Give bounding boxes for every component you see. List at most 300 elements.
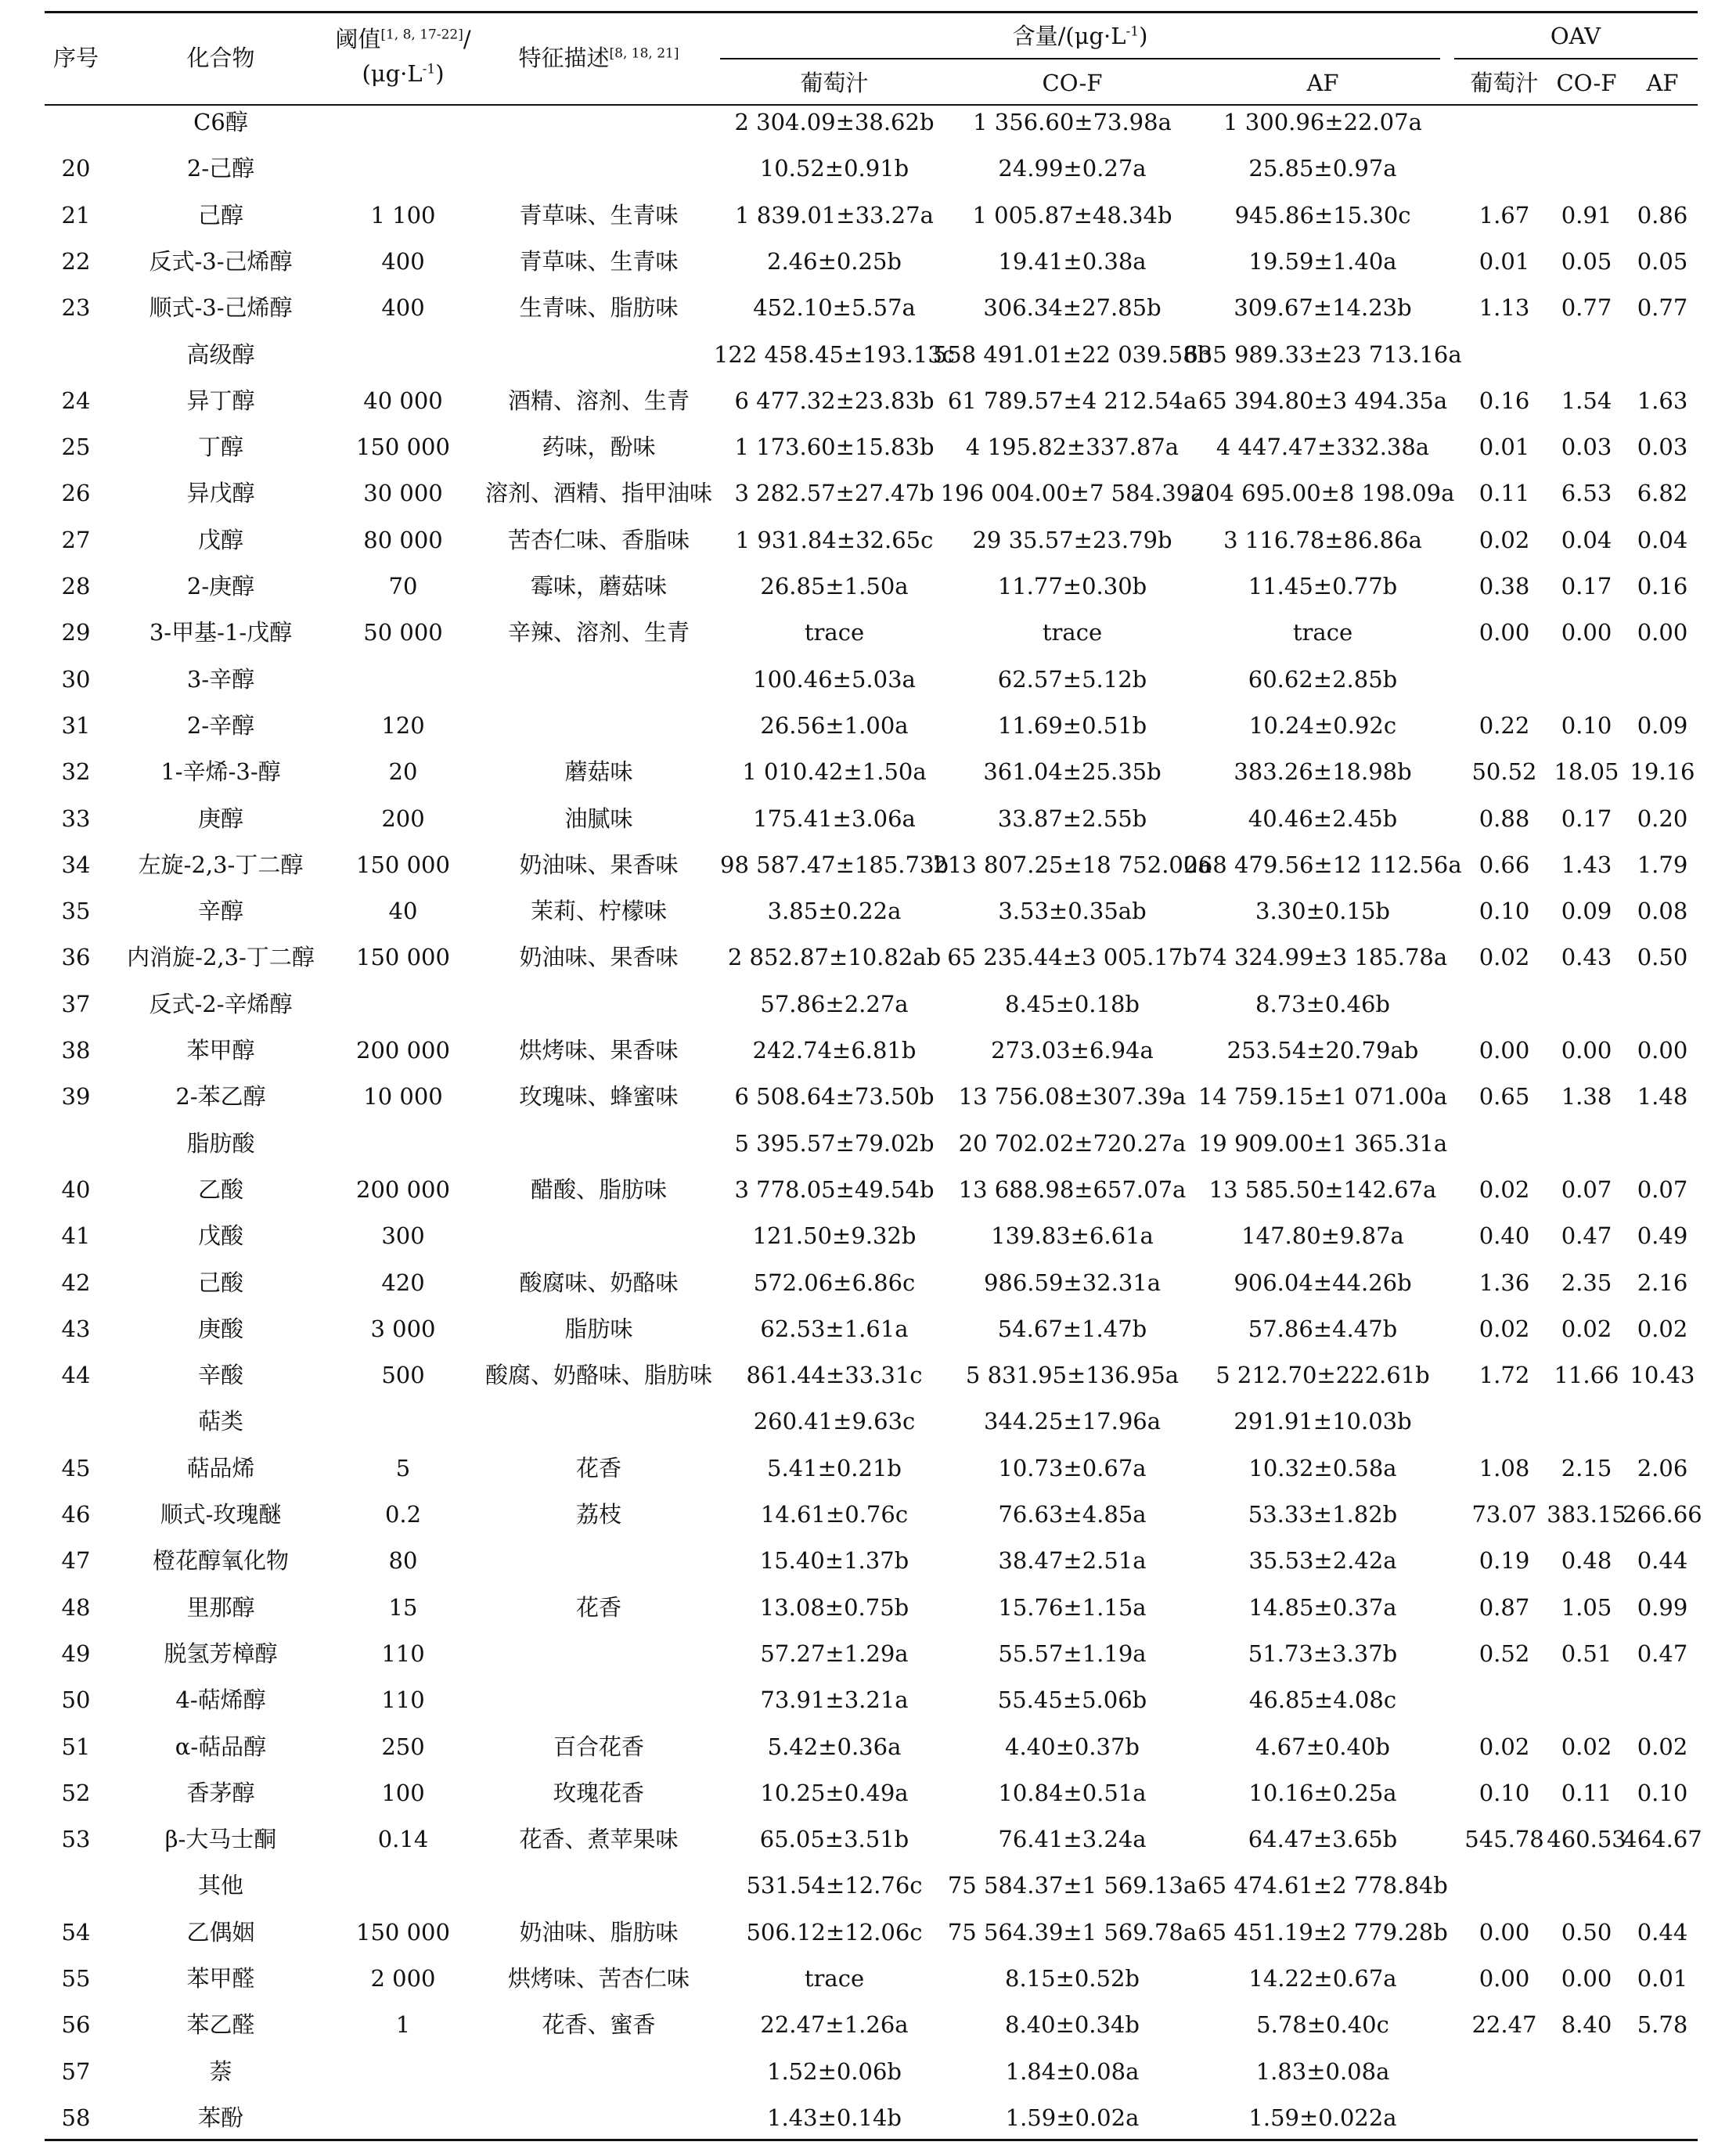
cell-compound: 苯甲醇 bbox=[186, 1037, 255, 1064]
cell-desc: 苦杏仁味、香脂味 bbox=[507, 526, 690, 553]
cell-oav-grape: 0.19 bbox=[1478, 1547, 1530, 1575]
cell-cof: 10.84±0.51a bbox=[998, 1779, 1147, 1806]
cell-oav-grape: 545.78 bbox=[1464, 1826, 1544, 1853]
cell-oav-af: 0.00 bbox=[1637, 1037, 1688, 1064]
cell-desc: 油腻味 bbox=[564, 805, 633, 832]
cell-threshold: 40 000 bbox=[363, 387, 443, 414]
cell-grape: 6 508.64±73.50b bbox=[734, 1083, 935, 1110]
cell-grape: 1 839.01±33.27a bbox=[735, 201, 934, 229]
cell-compound: 橙花醇氧化物 bbox=[152, 1547, 290, 1575]
cell-desc: 花香 bbox=[575, 1593, 622, 1621]
cell-oav-af: 10.43 bbox=[1630, 1362, 1695, 1389]
cell-oav-cof: 0.51 bbox=[1561, 1640, 1612, 1667]
cell-compound: 2-苯乙醇 bbox=[175, 1083, 266, 1110]
cell-af: 1 300.96±22.07a bbox=[1223, 109, 1422, 135]
cell-oav-cof: 0.48 bbox=[1561, 1547, 1612, 1575]
cell-seq: 29 bbox=[61, 619, 91, 646]
cell-cof: 62.57±5.12b bbox=[997, 665, 1147, 693]
cell-cof: 38.47±2.51a bbox=[998, 1547, 1147, 1575]
cell-seq: 45 bbox=[61, 1454, 91, 1481]
cell-cof: 1.59±0.02a bbox=[1005, 2104, 1140, 2131]
cell-compound: 2-辛醇 bbox=[186, 711, 255, 739]
cell-seq: 24 bbox=[61, 387, 91, 414]
cell-oav-af: 2.16 bbox=[1637, 1269, 1688, 1296]
cell-oav-cof: 1.05 bbox=[1561, 1593, 1612, 1621]
cell-compound: 乙偶姻 bbox=[186, 1918, 255, 1946]
cell-desc: 花香、蜜香 bbox=[542, 2011, 656, 2039]
cell-threshold: 100 bbox=[381, 1779, 425, 1806]
cell-threshold: 10 000 bbox=[363, 1083, 443, 1110]
cell-compound: 2-庚醇 bbox=[186, 573, 255, 599]
cell-compound: 反式-2-辛烯醇 bbox=[149, 990, 293, 1017]
cell-oav-grape: 1.08 bbox=[1478, 1454, 1530, 1481]
cell-af: 906.04±44.26b bbox=[1234, 1269, 1412, 1296]
bottom-rule bbox=[45, 2139, 1698, 2141]
cell-cof: 8.15±0.52b bbox=[1004, 1965, 1140, 1992]
cell-oav-af: 5.78 bbox=[1637, 2011, 1688, 2039]
cell-oav-af: 0.47 bbox=[1637, 1640, 1688, 1667]
cell-af: 10.24±0.92c bbox=[1248, 711, 1397, 739]
cell-compound: 萜品烯 bbox=[186, 1454, 255, 1481]
cell-cof: 11.77±0.30b bbox=[997, 573, 1147, 599]
cell-af: 57.86±4.47b bbox=[1248, 1315, 1398, 1342]
cell-grape: 10.52±0.91b bbox=[759, 155, 909, 182]
cell-cof: 33.87±2.55b bbox=[997, 805, 1147, 832]
cell-seq: 21 bbox=[61, 201, 91, 229]
cell-grape: 14.61±0.76c bbox=[760, 1501, 909, 1528]
cell-oav-af: 1.79 bbox=[1637, 851, 1688, 878]
cell-oav-grape: 0.02 bbox=[1478, 1733, 1530, 1760]
cell-seq: 39 bbox=[61, 1083, 91, 1110]
header-threshold: 阈值[1, 8, 17-22]/ bbox=[335, 26, 471, 52]
cell-compound: 2-己醇 bbox=[186, 155, 255, 182]
header-cof: CO-F bbox=[1042, 70, 1103, 96]
cell-cof: 11.69±0.51b bbox=[997, 711, 1147, 739]
cell-grape: 22.47±1.26a bbox=[760, 2011, 909, 2039]
cell-oav-cof: 0.43 bbox=[1561, 944, 1612, 971]
cell-desc: 奶油味、果香味 bbox=[519, 851, 679, 878]
top-rule bbox=[45, 11, 1698, 13]
cell-oav-grape: 0.00 bbox=[1478, 1965, 1530, 1992]
cell-oav-af: 266.66 bbox=[1623, 1501, 1702, 1528]
cell-seq: 35 bbox=[61, 898, 91, 925]
cell-desc: 蘑菇味 bbox=[564, 758, 633, 786]
cell-oav-cof: 0.17 bbox=[1561, 805, 1612, 832]
cell-cof: 558 491.01±22 039.58b bbox=[932, 340, 1212, 368]
cell-desc: 醋酸、脂肪味 bbox=[530, 1175, 668, 1203]
cell-grape: 506.12±12.06c bbox=[746, 1918, 923, 1946]
cell-threshold: 150 000 bbox=[356, 944, 450, 971]
cell-compound: 辛醇 bbox=[197, 898, 244, 925]
cell-desc: 花香、煮苹果味 bbox=[519, 1826, 679, 1853]
cell-oav-af: 1.48 bbox=[1637, 1083, 1688, 1110]
cell-cof: 55.57±1.19a bbox=[998, 1640, 1147, 1667]
cell-cof: 15.76±1.15a bbox=[998, 1593, 1147, 1621]
cell-compound: 异丁醇 bbox=[186, 387, 255, 414]
cell-oav-grape: 0.10 bbox=[1478, 1779, 1530, 1806]
cell-oav-af: 0.49 bbox=[1637, 1222, 1688, 1250]
cell-af: 3 116.78±86.86a bbox=[1223, 526, 1422, 553]
cell-threshold: 3 000 bbox=[370, 1315, 436, 1342]
cell-seq: 36 bbox=[61, 944, 91, 971]
cell-seq: 20 bbox=[61, 155, 91, 182]
cell-seq: 33 bbox=[61, 805, 91, 832]
cell-threshold: 500 bbox=[381, 1362, 425, 1389]
cell-threshold: 400 bbox=[381, 247, 425, 275]
cell-threshold: 150 000 bbox=[356, 434, 450, 461]
cell-seq: 27 bbox=[61, 526, 91, 553]
cell-grape: 1 010.42±1.50a bbox=[742, 758, 927, 786]
cell-desc: 花香 bbox=[575, 1454, 622, 1481]
cell-seq: 30 bbox=[61, 665, 91, 693]
cell-cof: 54.67±1.47b bbox=[997, 1315, 1147, 1342]
cell-cof: 1.84±0.08a bbox=[1005, 2057, 1140, 2085]
cell-oav-grape: 0.02 bbox=[1478, 1175, 1530, 1203]
cell-compound: 香茅醇 bbox=[186, 1779, 255, 1806]
cell-cof: 273.03±6.94a bbox=[991, 1037, 1154, 1064]
cell-grape: 260.41±9.63c bbox=[753, 1408, 916, 1435]
cell-af: 945.86±15.30c bbox=[1234, 201, 1411, 229]
cell-grape: 65.05±3.51b bbox=[759, 1826, 909, 1853]
cell-oav-grape: 0.10 bbox=[1478, 898, 1530, 925]
cell-seq: 28 bbox=[61, 573, 91, 599]
cell-compound: 反式-3-己烯醇 bbox=[149, 247, 293, 275]
cell-desc: 奶油味、果香味 bbox=[519, 944, 679, 971]
cell-af: 8.73±0.46b bbox=[1255, 990, 1391, 1017]
cell-af: 35.53±2.42a bbox=[1248, 1547, 1397, 1575]
cell-oav-cof: 0.05 bbox=[1561, 247, 1612, 275]
cell-grape: 57.86±2.27a bbox=[760, 990, 909, 1017]
cell-oav-af: 0.03 bbox=[1637, 434, 1688, 461]
cell-oav-af: 0.09 bbox=[1637, 711, 1688, 739]
cell-af: 10.32±0.58a bbox=[1248, 1454, 1397, 1481]
cell-seq: 25 bbox=[61, 434, 91, 461]
cell-seq: 43 bbox=[61, 1315, 91, 1342]
cell-cof: 8.40±0.34b bbox=[1004, 2011, 1140, 2039]
cell-af: 14.85±0.37a bbox=[1248, 1593, 1397, 1621]
cell-oav-af: 0.08 bbox=[1637, 898, 1688, 925]
cell-compound: C6醇 bbox=[193, 109, 248, 135]
cell-desc: 茉莉、柠檬味 bbox=[530, 898, 668, 925]
cell-grape: 13.08±0.75b bbox=[759, 1593, 909, 1621]
cell-oav-grape: 0.66 bbox=[1478, 851, 1530, 878]
cell-oav-grape: 0.22 bbox=[1478, 711, 1530, 739]
cell-grape: 5 395.57±79.02b bbox=[734, 1129, 935, 1157]
cell-grape: 3 282.57±27.47b bbox=[734, 480, 935, 507]
cell-grape: 98 587.47±185.73b bbox=[720, 851, 949, 878]
cell-grape: 15.40±1.37b bbox=[759, 1547, 909, 1575]
cell-oav-grape: 22.47 bbox=[1471, 2011, 1537, 2039]
cell-compound: 脱氢芳樟醇 bbox=[164, 1640, 278, 1667]
cell-oav-af: 0.04 bbox=[1637, 526, 1688, 553]
cell-seq: 53 bbox=[61, 1826, 91, 1853]
cell-cof: 24.99±0.27a bbox=[998, 155, 1147, 182]
cell-grape: trace bbox=[804, 619, 865, 646]
cell-grape: 531.54±12.76c bbox=[746, 1872, 923, 1899]
header-rule bbox=[45, 104, 1698, 106]
cell-desc: 酸腐味、奶酪味 bbox=[519, 1269, 679, 1296]
cell-grape: 57.27±1.29a bbox=[760, 1640, 909, 1667]
cell-seq: 23 bbox=[61, 294, 91, 322]
cell-grape: 3 778.05±49.54b bbox=[734, 1175, 935, 1203]
cell-cof: 65 235.44±3 005.17b bbox=[947, 944, 1198, 971]
header-oav: OAV bbox=[1550, 23, 1601, 49]
cell-af: 53.33±1.82b bbox=[1248, 1501, 1398, 1528]
cell-compound: 异戊醇 bbox=[186, 480, 255, 507]
cell-oav-af: 0.02 bbox=[1637, 1733, 1688, 1760]
cell-oav-cof: 8.40 bbox=[1561, 2011, 1612, 2039]
cell-cof: 20 702.02±720.27a bbox=[958, 1129, 1187, 1157]
cell-desc: 烘烤味、果香味 bbox=[519, 1037, 679, 1064]
cell-desc: 百合花香 bbox=[553, 1733, 645, 1760]
cell-seq: 44 bbox=[61, 1362, 91, 1389]
cell-oav-af: 19.16 bbox=[1630, 758, 1695, 786]
cell-grape: 2.46±0.25b bbox=[766, 247, 902, 275]
cell-oav-grape: 1.36 bbox=[1478, 1269, 1530, 1296]
cell-compound: 顺式-玫瑰醚 bbox=[160, 1501, 282, 1528]
cell-cof: 986.59±32.31a bbox=[983, 1269, 1162, 1296]
cell-af: 3.30±0.15b bbox=[1255, 898, 1391, 925]
cell-threshold: 300 bbox=[381, 1222, 425, 1250]
cell-cof: 29 35.57±23.79b bbox=[972, 526, 1172, 553]
cell-oav-cof: 1.54 bbox=[1561, 387, 1612, 414]
cell-oav-grape: 0.11 bbox=[1478, 480, 1530, 507]
cell-oav-cof: 0.47 bbox=[1561, 1222, 1612, 1250]
cell-cof: 4 195.82±337.87a bbox=[965, 434, 1180, 461]
cell-af: 635 989.33±23 713.16a bbox=[1183, 340, 1462, 368]
cell-grape: 175.41±3.06a bbox=[753, 805, 916, 832]
cell-oav-grape: 50.52 bbox=[1471, 758, 1537, 786]
cell-compound: 其他 bbox=[197, 1872, 244, 1899]
header-compound: 化合物 bbox=[186, 45, 255, 71]
cell-oav-grape: 73.07 bbox=[1471, 1501, 1537, 1528]
cell-grape: 10.25±0.49a bbox=[760, 1779, 909, 1806]
cell-compound: β-大马士酮 bbox=[164, 1826, 277, 1853]
cell-grape: 2 304.09±38.62b bbox=[734, 109, 935, 135]
cell-af: 64.47±3.65b bbox=[1248, 1826, 1398, 1853]
cell-grape: 861.44±33.31c bbox=[746, 1362, 923, 1389]
cell-grape: 1 173.60±15.83b bbox=[734, 434, 935, 461]
cell-desc: 青草味、生青味 bbox=[519, 201, 679, 229]
cell-threshold: 80 000 bbox=[363, 526, 443, 553]
cell-desc: 荔枝 bbox=[575, 1501, 622, 1528]
cell-seq: 50 bbox=[61, 1686, 91, 1714]
cell-oav-cof: 0.10 bbox=[1561, 711, 1612, 739]
cell-af: 74 324.99±3 185.78a bbox=[1198, 944, 1448, 971]
cell-grape: 26.85±1.50a bbox=[760, 573, 909, 599]
cell-threshold: 0.14 bbox=[377, 1826, 429, 1853]
cell-compound: 4-萜烯醇 bbox=[175, 1686, 266, 1714]
cell-af: 4.67±0.40b bbox=[1255, 1733, 1391, 1760]
cell-seq: 47 bbox=[61, 1547, 91, 1575]
cell-oav-cof: 0.03 bbox=[1561, 434, 1612, 461]
cell-oav-af: 0.07 bbox=[1637, 1175, 1688, 1203]
cell-oav-grape: 0.40 bbox=[1478, 1222, 1530, 1250]
header-seq: 序号 bbox=[52, 45, 99, 71]
header-af: AF bbox=[1306, 70, 1339, 96]
cell-compound: 3-甲基-1-戊醇 bbox=[149, 619, 293, 646]
cell-af: 14.22±0.67a bbox=[1248, 1965, 1397, 1992]
cell-desc: 酸腐、奶酪味、脂肪味 bbox=[484, 1362, 713, 1389]
cell-desc: 玫瑰花香 bbox=[553, 1779, 645, 1806]
cell-af: 268 479.56±12 112.56a bbox=[1183, 851, 1462, 878]
cell-desc: 药味，酚味 bbox=[542, 434, 656, 461]
cell-threshold: 40 bbox=[388, 898, 418, 925]
cell-oav-cof: 0.91 bbox=[1561, 201, 1612, 229]
cell-seq: 26 bbox=[61, 480, 91, 507]
cell-cof: 1 356.60±73.98a bbox=[973, 109, 1172, 135]
cell-threshold: 150 000 bbox=[356, 851, 450, 878]
cell-oav-cof: 6.53 bbox=[1561, 480, 1612, 507]
cell-cof: 8.45±0.18b bbox=[1004, 990, 1140, 1017]
cell-oav-cof: 460.53 bbox=[1547, 1826, 1626, 1853]
cell-oav-cof: 0.02 bbox=[1561, 1315, 1612, 1342]
cell-grape: trace bbox=[804, 1965, 865, 1992]
cell-grape: 5.41±0.21b bbox=[766, 1454, 902, 1481]
cell-oav-cof: 0.00 bbox=[1561, 1965, 1612, 1992]
cell-cof: 306.34±27.85b bbox=[983, 294, 1162, 322]
cell-af: 5 212.70±222.61b bbox=[1216, 1362, 1430, 1389]
cell-oav-af: 0.01 bbox=[1637, 1965, 1688, 1992]
cell-cof: 5 831.95±136.95a bbox=[965, 1362, 1180, 1389]
cell-oav-af: 0.44 bbox=[1637, 1918, 1688, 1946]
cell-compound: 庚醇 bbox=[197, 805, 244, 832]
cell-compound: 3-辛醇 bbox=[186, 665, 255, 693]
cell-oav-cof: 0.07 bbox=[1561, 1175, 1612, 1203]
cell-cof: 76.41±3.24a bbox=[998, 1826, 1147, 1853]
cell-grape: 1.52±0.06b bbox=[766, 2057, 902, 2085]
cell-seq: 52 bbox=[61, 1779, 91, 1806]
cell-oav-af: 2.06 bbox=[1637, 1454, 1688, 1481]
cell-oav-cof: 2.15 bbox=[1561, 1454, 1612, 1481]
cell-oav-af: 0.05 bbox=[1637, 247, 1688, 275]
cell-grape: 1.43±0.14b bbox=[766, 2104, 902, 2131]
cell-cof: 13 688.98±657.07a bbox=[958, 1175, 1187, 1203]
cell-af: 204 695.00±8 198.09a bbox=[1190, 480, 1455, 507]
content-subrule bbox=[720, 58, 1440, 59]
cell-threshold: 200 000 bbox=[356, 1175, 450, 1203]
cell-desc: 辛辣、溶剂、生青 bbox=[507, 619, 690, 646]
cell-af: 1.59±0.022a bbox=[1248, 2104, 1397, 2131]
cell-threshold: 15 bbox=[388, 1593, 418, 1621]
cell-seq: 41 bbox=[61, 1222, 91, 1250]
cell-threshold: 20 bbox=[388, 758, 418, 786]
cell-oav-cof: 0.50 bbox=[1561, 1918, 1612, 1946]
cell-af: 253.54±20.79ab bbox=[1226, 1037, 1419, 1064]
cell-af: 19 909.00±1 365.31a bbox=[1198, 1129, 1448, 1157]
cell-oav-cof: 18.05 bbox=[1554, 758, 1619, 786]
cell-threshold: 400 bbox=[381, 294, 425, 322]
cell-af: 51.73±3.37b bbox=[1248, 1640, 1398, 1667]
cell-oav-cof: 2.35 bbox=[1561, 1269, 1612, 1296]
cell-seq: 46 bbox=[61, 1501, 91, 1528]
cell-oav-cof: 0.11 bbox=[1561, 1779, 1612, 1806]
cell-af: 19.59±1.40a bbox=[1248, 247, 1397, 275]
cell-seq: 58 bbox=[61, 2104, 91, 2131]
cell-af: 65 394.80±3 494.35a bbox=[1198, 387, 1448, 414]
cell-grape: 3.85±0.22a bbox=[767, 898, 902, 925]
cell-oav-af: 0.99 bbox=[1637, 1593, 1688, 1621]
cell-af: 11.45±0.77b bbox=[1248, 573, 1398, 599]
cell-cof: 361.04±25.35b bbox=[983, 758, 1162, 786]
cell-oav-cof: 0.02 bbox=[1561, 1733, 1612, 1760]
cell-oav-grape: 0.38 bbox=[1478, 573, 1530, 599]
cell-cof: 76.63±4.85a bbox=[998, 1501, 1147, 1528]
header-oav-grape: 葡萄汁 bbox=[1470, 70, 1539, 96]
cell-grape: 1 931.84±32.65c bbox=[735, 526, 934, 553]
cell-oav-af: 0.16 bbox=[1637, 573, 1688, 599]
cell-oav-af: 0.20 bbox=[1637, 805, 1688, 832]
cell-compound: 高级醇 bbox=[186, 340, 255, 368]
cell-threshold: 5 bbox=[395, 1454, 411, 1481]
cell-oav-grape: 0.01 bbox=[1478, 247, 1530, 275]
cell-oav-grape: 1.67 bbox=[1478, 201, 1530, 229]
cell-cof: 10.73±0.67a bbox=[998, 1454, 1147, 1481]
cell-af: 383.26±18.98b bbox=[1234, 758, 1412, 786]
header-desc: 特征描述[8, 18, 21] bbox=[518, 45, 679, 71]
cell-cof: 139.83±6.61a bbox=[991, 1222, 1154, 1250]
cell-oav-af: 0.44 bbox=[1637, 1547, 1688, 1575]
cell-desc: 霉味，蘑菇味 bbox=[530, 573, 668, 599]
cell-oav-cof: 0.00 bbox=[1561, 1037, 1612, 1064]
cell-compound: 辛酸 bbox=[197, 1362, 244, 1389]
cell-cof: 61 789.57±4 212.54a bbox=[947, 387, 1198, 414]
cell-oav-cof: 0.00 bbox=[1561, 619, 1612, 646]
cell-cof: 19.41±0.38a bbox=[998, 247, 1147, 275]
cell-compound: 1-辛烯-3-醇 bbox=[160, 758, 281, 786]
cell-compound: 萜类 bbox=[197, 1408, 244, 1435]
cell-af: 5.78±0.40c bbox=[1256, 2011, 1389, 2039]
cell-compound: 内消旋-2,3-丁二醇 bbox=[127, 944, 315, 971]
cell-seq: 22 bbox=[61, 247, 91, 275]
cell-threshold: 420 bbox=[381, 1269, 425, 1296]
cell-cof: 55.45±5.06b bbox=[997, 1686, 1147, 1714]
cell-compound: 脂肪酸 bbox=[186, 1129, 255, 1157]
cell-grape: 242.74±6.81b bbox=[752, 1037, 917, 1064]
cell-compound: 苯乙醛 bbox=[186, 2011, 255, 2039]
cell-compound: 里那醇 bbox=[186, 1593, 255, 1621]
cell-grape: 26.56±1.00a bbox=[760, 711, 909, 739]
cell-desc: 溶剂、酒精、指甲油味 bbox=[484, 480, 713, 507]
cell-threshold: 0.2 bbox=[384, 1501, 422, 1528]
cell-af: 25.85±0.97a bbox=[1248, 155, 1397, 182]
cell-cof: 13 756.08±307.39a bbox=[958, 1083, 1187, 1110]
cell-grape: 122 458.45±193.13c bbox=[713, 340, 956, 368]
cell-seq: 37 bbox=[61, 990, 91, 1017]
cell-oav-cof: 1.43 bbox=[1561, 851, 1612, 878]
cell-grape: 2 852.87±10.82ab bbox=[727, 944, 942, 971]
cell-threshold: 250 bbox=[381, 1733, 425, 1760]
cell-oav-cof: 0.09 bbox=[1561, 898, 1612, 925]
cell-af: 65 474.61±2 778.84b bbox=[1198, 1872, 1448, 1899]
cell-oav-grape: 0.02 bbox=[1478, 526, 1530, 553]
cell-desc: 玫瑰味、蜂蜜味 bbox=[519, 1083, 679, 1110]
cell-compound: 己酸 bbox=[197, 1269, 244, 1296]
cell-oav-cof: 383.15 bbox=[1547, 1501, 1626, 1528]
cell-cof: 196 004.00±7 584.39a bbox=[940, 480, 1205, 507]
cell-compound: 庚酸 bbox=[197, 1315, 244, 1342]
cell-threshold: 120 bbox=[381, 711, 425, 739]
cell-compound: 己醇 bbox=[197, 201, 244, 229]
cell-threshold: 200 000 bbox=[356, 1037, 450, 1064]
cell-oav-grape: 0.00 bbox=[1478, 619, 1530, 646]
header-oav-cof: CO-F bbox=[1556, 70, 1617, 96]
cell-grape: 121.50±9.32b bbox=[752, 1222, 917, 1250]
cell-oav-af: 6.82 bbox=[1637, 480, 1688, 507]
cell-threshold: 50 000 bbox=[363, 619, 443, 646]
cell-oav-af: 0.50 bbox=[1637, 944, 1688, 971]
cell-cof: 75 584.37±1 569.13a bbox=[947, 1872, 1198, 1899]
